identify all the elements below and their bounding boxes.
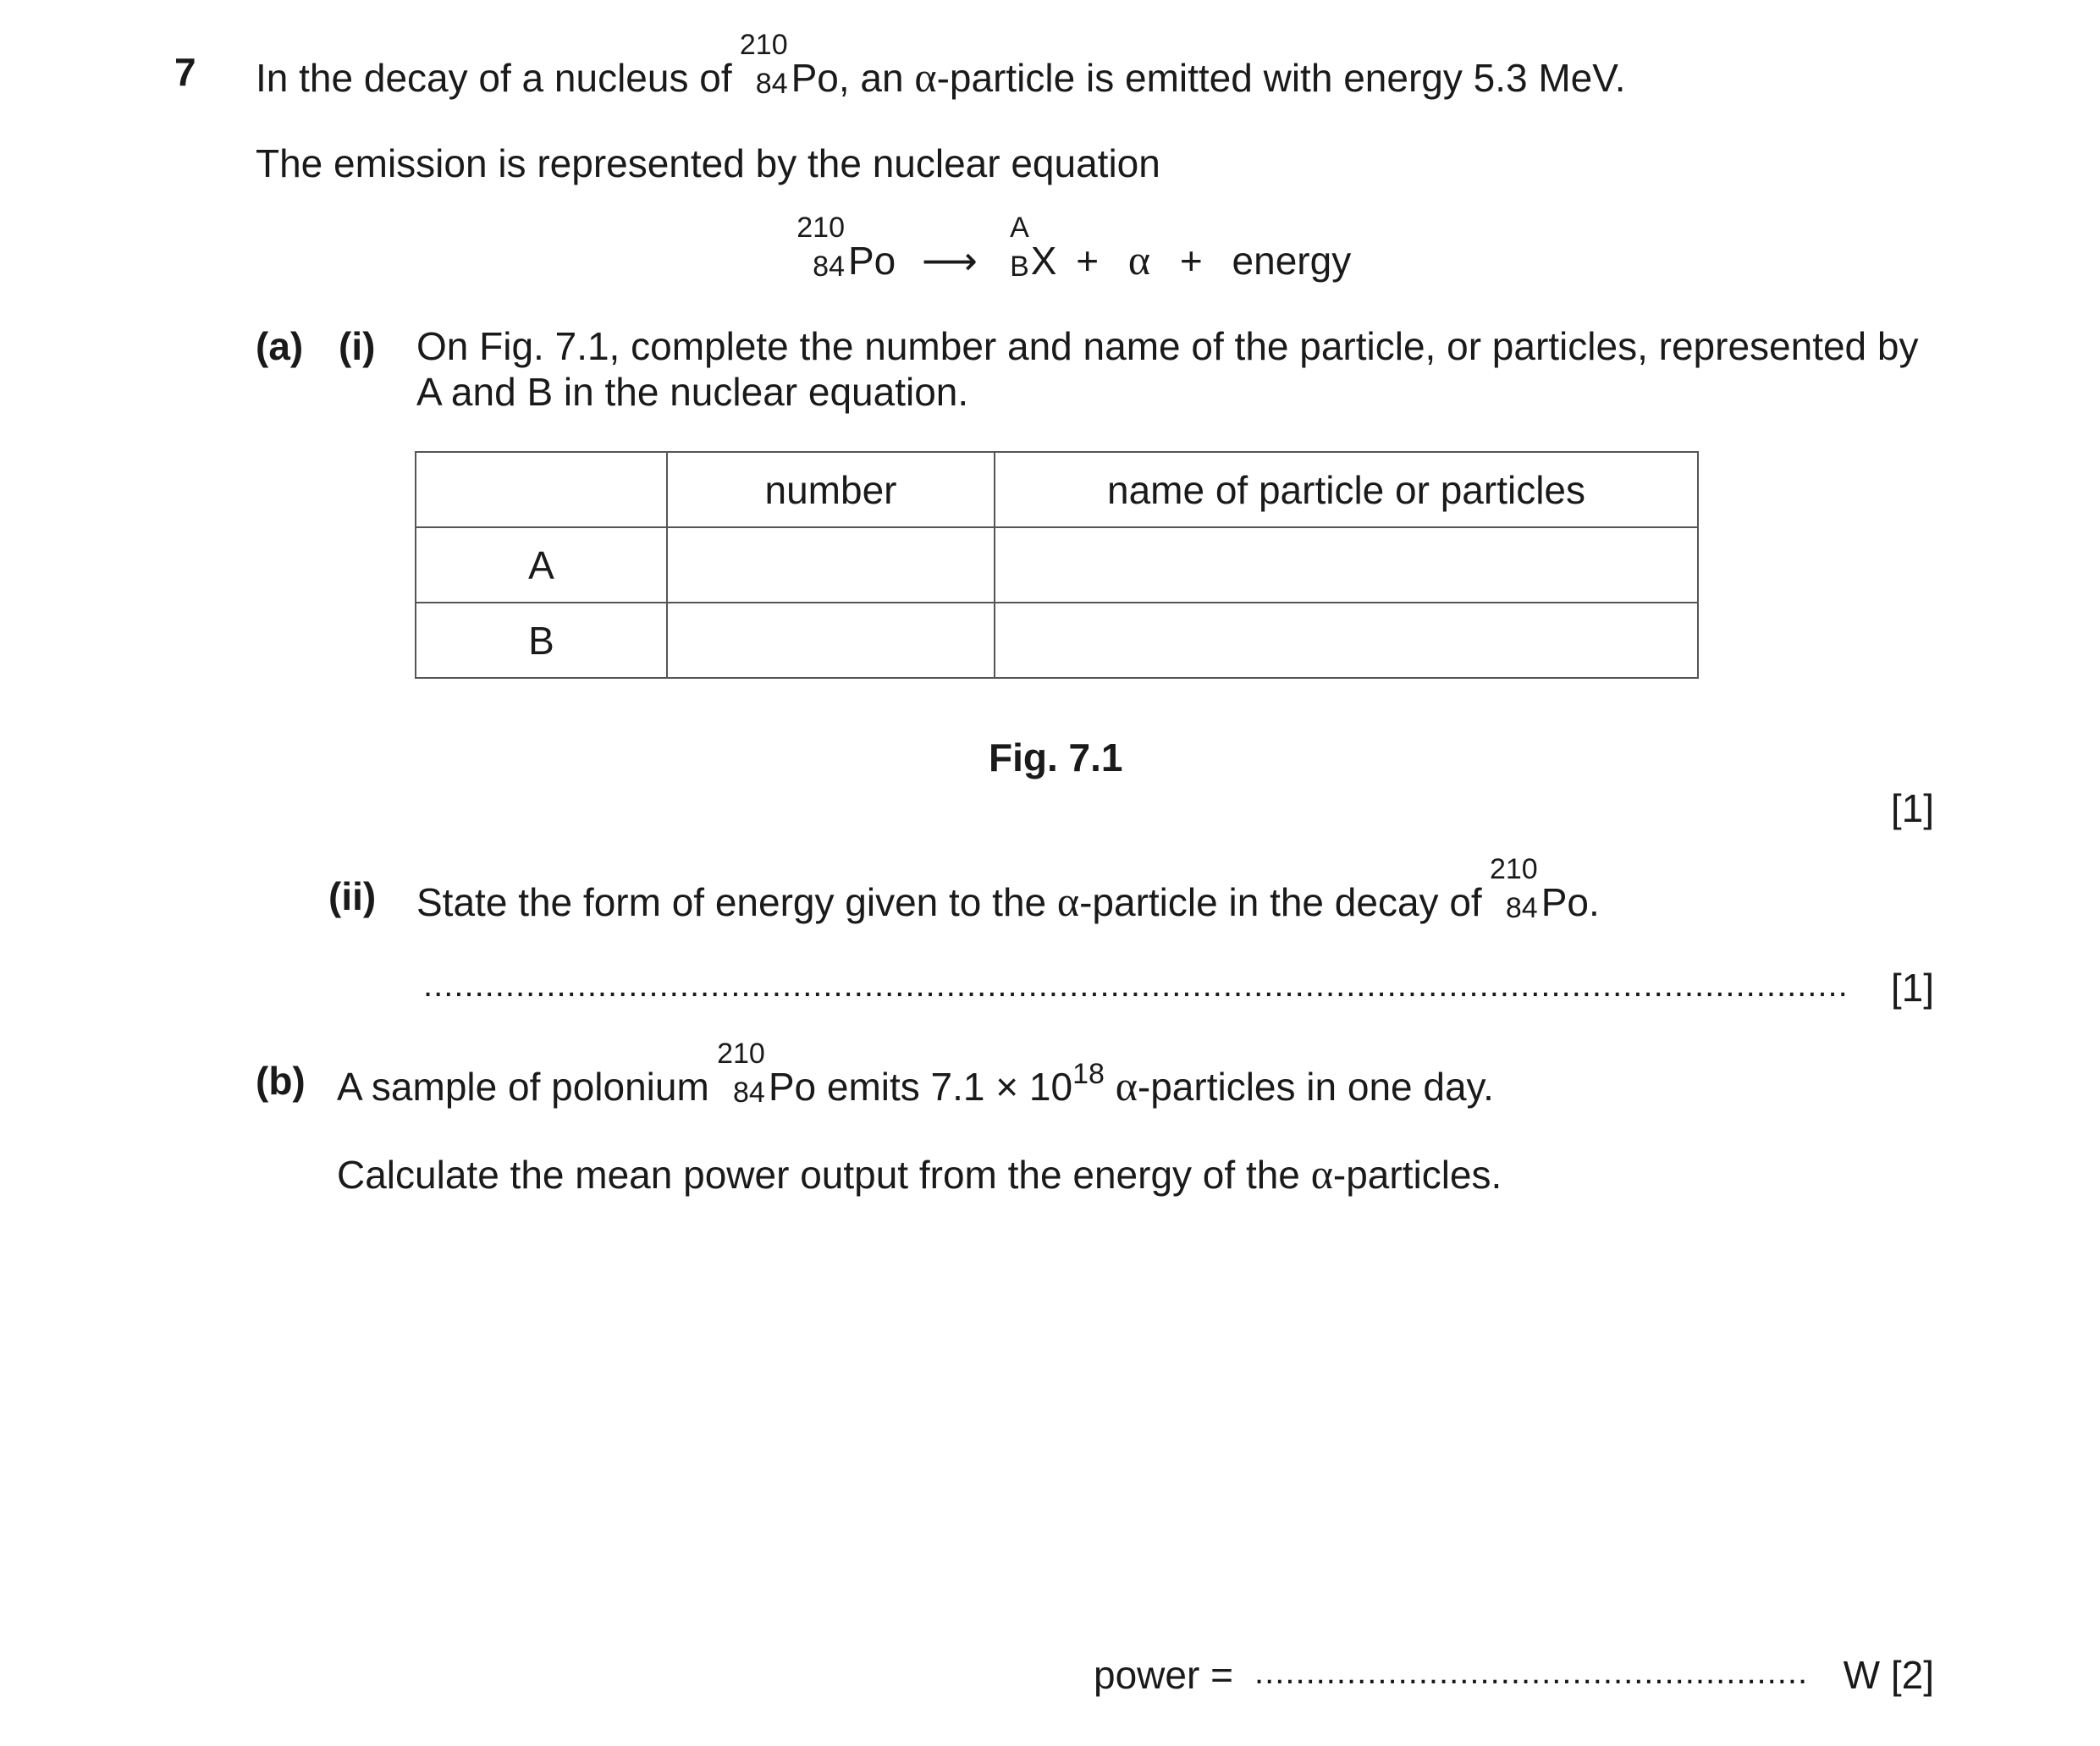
alpha-symbol: α xyxy=(914,53,937,101)
table-row xyxy=(416,527,1698,603)
table-header-cell xyxy=(416,452,667,527)
alpha-symbol: α xyxy=(1056,878,1080,925)
parent-symbol: Po xyxy=(848,239,896,283)
marks-a-ii: [1] xyxy=(1890,966,1934,1010)
part-a-label: (a) xyxy=(256,324,304,368)
part-a-ii-label: (ii) xyxy=(328,874,377,918)
exponent: 18 xyxy=(1072,1057,1105,1090)
part-b-line2-suffix: -particles. xyxy=(1332,1153,1502,1197)
intro-suffix-b: -particle is emitted with energy 5.3 MeV. xyxy=(936,56,1626,100)
nuclide-symbol: Po. xyxy=(1541,880,1600,924)
plus-sign: + xyxy=(1076,239,1100,283)
answer-cell-b-number[interactable] xyxy=(667,603,995,678)
part-a-ii-prefix: State the form of energy given to the xyxy=(416,880,1057,924)
nuclide-atomic: 84 xyxy=(1505,892,1538,924)
answer-line-a-ii[interactable]: ........................................................................................................................................... xyxy=(423,968,1849,1002)
intro-suffix-a: , an xyxy=(838,56,915,100)
part-a-i-line1: On Fig. 7.1, complete the number and name of the particle, or particles, represented by xyxy=(416,324,1919,368)
equation-alpha: α xyxy=(1127,236,1151,284)
fig-caption: Fig. 7.1 xyxy=(989,735,1123,779)
row-label-a: A xyxy=(416,527,667,603)
fig-7-1-table xyxy=(415,451,1699,679)
nuclide-po-intro xyxy=(732,29,839,100)
nuclide-atomic: 84 xyxy=(732,1077,765,1109)
table-header-number: number xyxy=(667,452,995,527)
parent-mass: 210 xyxy=(796,212,845,244)
nuclide-po-b xyxy=(709,1038,817,1109)
part-b-mid: emits 7.1 × 10 xyxy=(816,1065,1073,1109)
nuclide-symbol: Po xyxy=(768,1065,817,1109)
part-a-ii-mid: -particle in the decay of xyxy=(1079,880,1482,924)
part-a-i-label: (i) xyxy=(339,324,376,368)
daughter-mass: A xyxy=(1010,212,1029,244)
part-b-suffix: -particles in one day. xyxy=(1137,1065,1494,1109)
row-label-b: B xyxy=(416,603,667,678)
plus-sign: + xyxy=(1179,239,1203,283)
power-label: power = xyxy=(1094,1653,1233,1697)
part-a-ii-text xyxy=(416,853,1600,925)
equation-daughter-nuclide xyxy=(1000,212,1057,283)
parent-atomic: 84 xyxy=(813,251,845,283)
nuclide-atomic: 84 xyxy=(755,68,788,100)
table-header-name: name of particle or particles xyxy=(995,452,1698,527)
alpha-symbol: α xyxy=(1310,1150,1333,1198)
nuclide-mass: 210 xyxy=(739,29,788,61)
daughter-atomic: B xyxy=(1010,251,1029,283)
question-number: 7 xyxy=(174,50,196,94)
marks-a-i: [1] xyxy=(1890,786,1934,830)
nuclide-mass: 210 xyxy=(717,1038,765,1070)
table-header-row xyxy=(416,452,1698,527)
equation-energy: energy xyxy=(1232,239,1352,283)
answer-cell-b-name[interactable] xyxy=(995,603,1698,678)
nuclide-po-a-ii xyxy=(1482,853,1600,924)
part-b-label: (b) xyxy=(256,1059,306,1103)
nuclear-equation xyxy=(796,212,1352,284)
alpha-symbol: α xyxy=(1115,1062,1138,1110)
equation-parent-nuclide xyxy=(789,212,896,283)
part-b-prefix: A sample of polonium xyxy=(337,1065,709,1109)
arrow-icon: ⟶ xyxy=(922,239,978,283)
emission-text: The emission is represented by the nuclear equation xyxy=(256,141,1160,185)
intro-line xyxy=(256,29,1626,101)
part-a-i-line2: A and B in the nuclear equation. xyxy=(416,370,969,414)
power-answer-line[interactable]: ...................................................... xyxy=(1254,1655,1809,1689)
part-b-line1 xyxy=(337,1038,1494,1110)
answer-cell-a-name[interactable] xyxy=(995,527,1698,603)
intro-prefix: In the decay of a nucleus of xyxy=(256,56,732,100)
answer-cell-a-number[interactable] xyxy=(667,527,995,603)
nuclide-mass: 210 xyxy=(1489,853,1538,885)
power-unit-marks: W [2] xyxy=(1843,1653,1934,1697)
part-b-line2-prefix: Calculate the mean power output from the energy of the xyxy=(337,1153,1311,1197)
daughter-symbol: X xyxy=(1030,239,1057,283)
nuclide-symbol: Po xyxy=(791,56,839,100)
table-row xyxy=(416,603,1698,678)
part-b-line2 xyxy=(337,1150,1502,1198)
